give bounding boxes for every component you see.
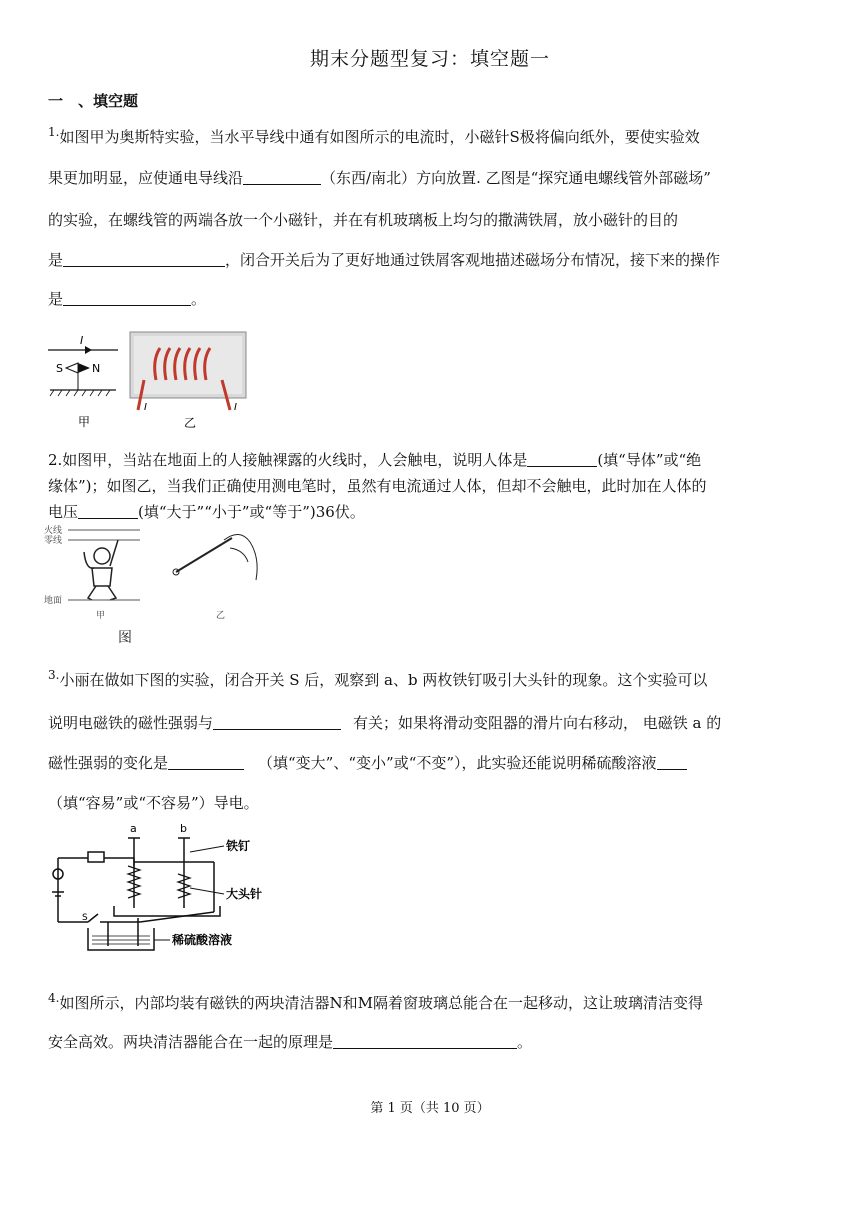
q1-text-line: 如图甲为奥斯特实验，当水平导线中通有如图所示的电流时，小磁针S极将偏向纸外，要使实验效 <box>59 128 700 146</box>
nail-b-label: b <box>180 822 187 835</box>
solenoid-figure <box>130 332 246 413</box>
question-number: 4. <box>48 991 60 1005</box>
figure-caption: 图 <box>118 630 132 646</box>
q2-text-line: 2.如图甲，当站在地面上的人接触裸露的火线时，人会触电，说明人体是 <box>48 451 528 469</box>
ground-label: 地面 <box>44 596 63 606</box>
answer-blank[interactable] <box>243 169 321 185</box>
q2-text-line: 电压 <box>48 503 79 521</box>
q3-circuit-figure <box>44 822 274 960</box>
figure-label-jia: 甲 <box>78 415 91 429</box>
page-footer: 第 1 页（共 10 页） <box>370 1101 490 1116</box>
q3-text-line: （填“变大”、“变小”或“不变”），此实验还能说明稀硫酸溶液 <box>258 754 657 772</box>
electric-shock-figure <box>44 524 140 621</box>
figure-label-jia: 甲 <box>96 611 106 621</box>
q1-text-line: 是 <box>48 290 64 308</box>
q3-text-line: 磁性强弱的变化是 <box>48 754 169 772</box>
q2-figures <box>44 522 274 650</box>
pin-label: 大头针 <box>226 887 263 901</box>
q4-text-line: 。 <box>517 1033 533 1051</box>
q1-text-line: 果更加明显，应使通电导线沿 <box>48 169 244 187</box>
answer-blank[interactable] <box>213 714 341 730</box>
fire-wire-label: 火线 <box>44 526 63 536</box>
current-label: I <box>80 334 84 347</box>
current-label: I <box>144 402 147 413</box>
page-title: 期末分题型复习：填空题一 <box>309 48 550 70</box>
q1-text-line: 的实验，在螺线管的两端各放一个小磁针，并在有机玻璃板上均匀的撒满铁屑，放小磁针的目的 <box>48 211 679 229</box>
section-heading: 一 、填空题 <box>48 92 139 110</box>
q1-text-line: 。 <box>191 290 207 308</box>
q1-text-line: 是 <box>48 251 64 269</box>
q4-text-line: 如图所示，内部均装有磁铁的两块清洁器N和M隔着窗玻璃总能合在一起移动，这让玻璃清洁变得 <box>59 994 703 1012</box>
north-pole-label: N <box>92 362 101 375</box>
answer-blank[interactable] <box>63 251 225 267</box>
q1-text-line: （东西/南北）方向放置. 乙图是“探究通电螺线管外部磁场” <box>321 169 711 187</box>
question-number: 3. <box>48 668 60 682</box>
answer-blank[interactable] <box>657 754 687 770</box>
q4-text-line: 安全高效。两块清洁器能合在一起的原理是 <box>48 1033 334 1051</box>
switch-label: S <box>82 913 88 923</box>
q2-text-line: 缘体”)；如图乙，当我们正确使用测电笔时，虽然有电流通过人体，但却不会触电，此时加在人体的 <box>48 477 707 495</box>
answer-blank[interactable] <box>168 754 244 770</box>
q3-text-line: 说明电磁铁的磁性强弱与 <box>48 714 214 732</box>
q2-text-line: (填“导体”或“绝 <box>597 451 702 469</box>
figure-label-yi: 乙 <box>216 611 226 621</box>
question-number: 1. <box>48 125 60 139</box>
q1-figures <box>48 330 248 430</box>
q3-text-line: （填“容易”或“不容易”）导电。 <box>48 794 259 812</box>
oersted-figure <box>48 334 118 396</box>
nail-label: 铁钉 <box>226 839 251 853</box>
zero-wire-label: 零线 <box>44 536 63 546</box>
test-pen-figure <box>173 534 257 621</box>
answer-blank[interactable] <box>63 290 191 306</box>
q1-text-line: ，闭合开关后为了更好地通过铁屑客观地描述磁场分布情况，接下来的操作 <box>225 251 721 269</box>
q2-text-line: (填“大于”“小于”或“等于”)36伏。 <box>138 503 365 521</box>
q3-text-line: 有关；如果将滑动变阻器的滑片向右移动， 电磁铁 a 的 <box>353 714 722 732</box>
figure-label-yi: 乙 <box>184 416 197 430</box>
answer-blank[interactable] <box>333 1033 517 1049</box>
current-label: I <box>234 402 237 413</box>
acid-label: 稀硫酸溶液 <box>172 933 233 947</box>
nail-a-label: a <box>130 822 137 835</box>
south-pole-label: S <box>56 362 63 375</box>
q3-text-line: 小丽在做如下图的实验，闭合开关 S 后，观察到 a、b 两枚铁钉吸引大头针的现象。这个实验可以 <box>59 671 708 689</box>
answer-blank[interactable] <box>78 503 138 519</box>
answer-blank[interactable] <box>527 451 597 467</box>
